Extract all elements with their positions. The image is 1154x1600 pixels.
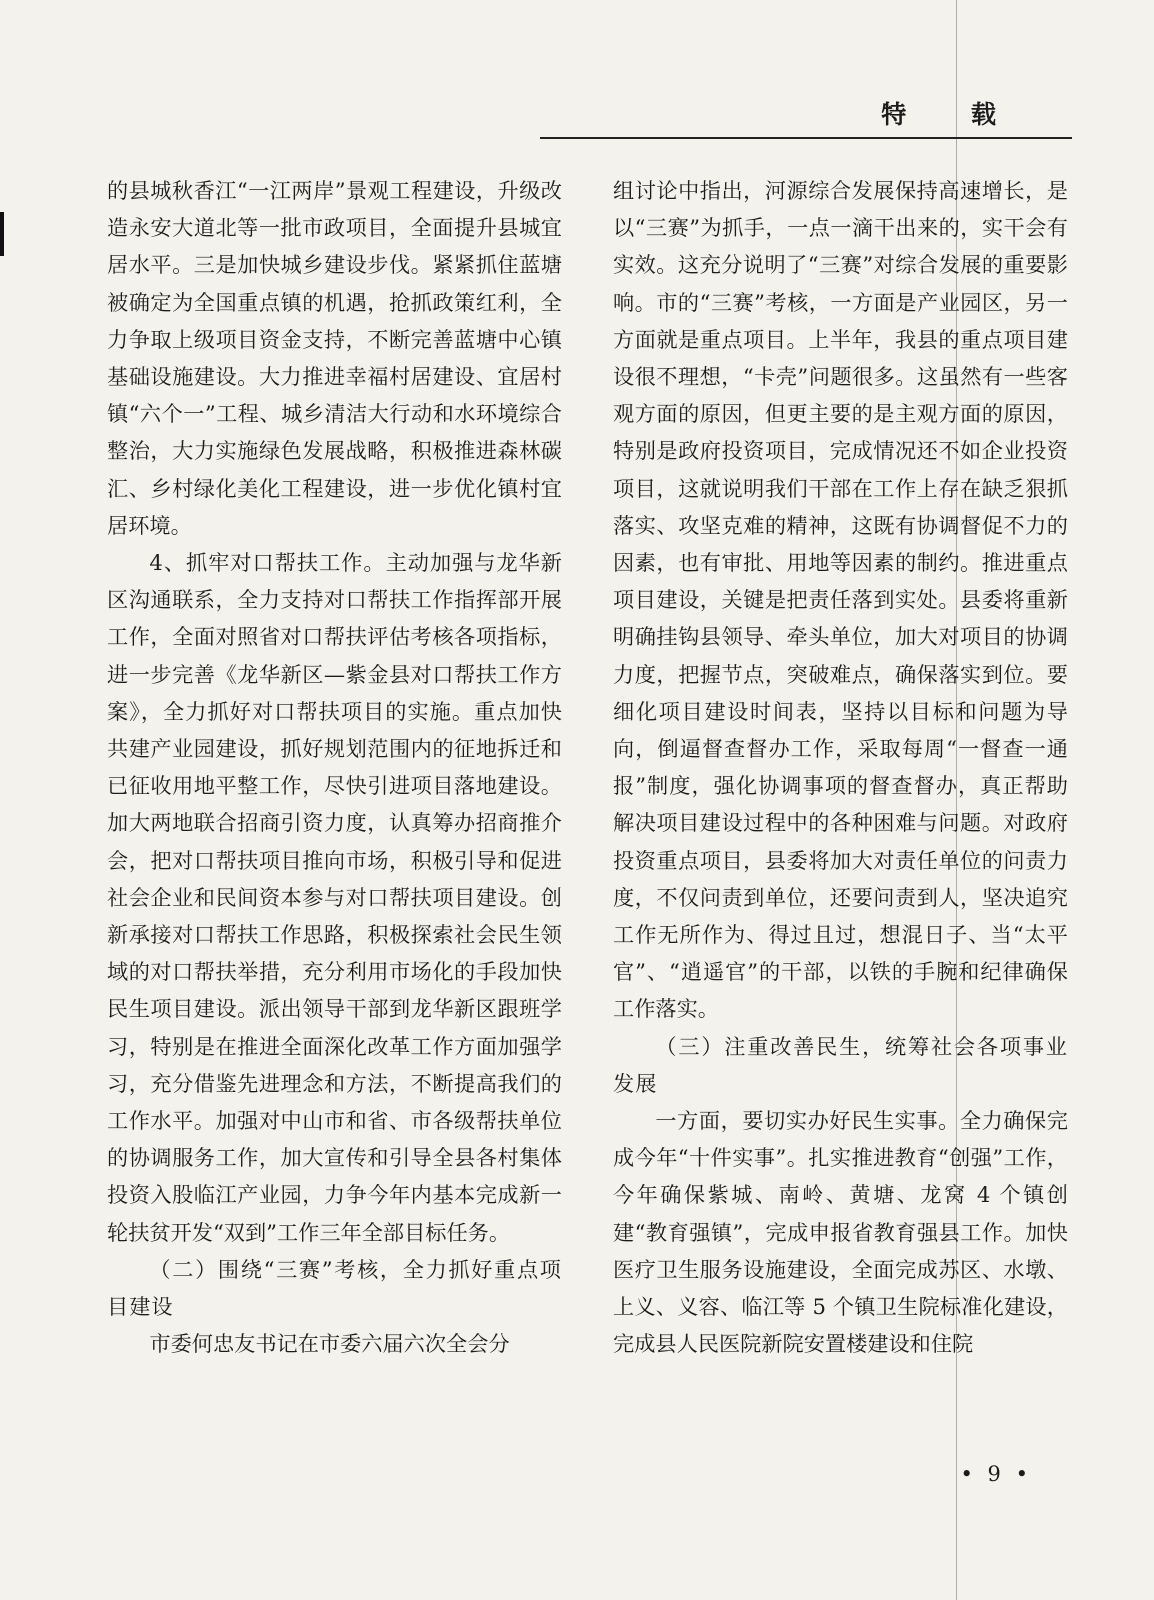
right-subheading: （三）注重改善民生，统筹社会各项事业发展 bbox=[613, 1033, 1068, 1096]
left-subheading: （二）围绕“三赛”考核，全力抓好重点项目建设 bbox=[107, 1256, 562, 1320]
left-column bbox=[107, 172, 562, 1363]
right-paragraph-1: 组讨论中指出，河源综合发展保持高速增长，是以“三赛”为抓手，一点一滴干出来的，实干会有实效。这充分说明了“三赛”对综合发展的重要影响。市的“三赛”考核，一方面是产业园区，另一方面就是重点项目。上半年，我县的重点项目建设很不理想，“卡壳”问题很多。这虽然有一些客观方面的原因，但更主要的是主观方面的原因，特别是政府投资项目，完成情况还不如企业投资项目，这就说明我们干部在工作上存在缺乏狠抓落实、攻坚克难的精神，这既有协调督促不力的因素，也有审批、用地等因素的制约。推进重点项目建设，关键是把责任落到实处。县委将重新明确挂钩县领导、牵头单位，加大对项目的协调力度，把握节点，突破难点，确保落实到位。要细化项目建设时间表，坚持以目标和问题为导向，倒逼督查督办工作，采取每周“一督查一通报”制度，强化协调事项的督查督办，真正帮助解决项目建设过程中的各种困难与问题。对政府投资重点项目，县委将加大对责任单位的问责力度，不仅问责到单位，还要问责到人，坚决追究工作无所作为、得过且过，想混日子、当“太平官”、“逍遥官”的干部，以铁的手腕和纪律确保工作落实。 bbox=[613, 178, 1068, 1022]
page-number: • 9 • bbox=[960, 1462, 1032, 1486]
section-header-title: 特 载 bbox=[881, 100, 1024, 129]
right-paragraph-2: 一方面，要切实办好民生实事。全力确保完成今年“十件实事”。扎实推进教育“创强”工作，今年确保紫城、南岭、黄塘、龙窝 4 个镇创建“教育强镇”，完成申报省教育强县工作。加快医疗卫生服务设施建设，全面完成苏区、水墩、上义、义容、临江等 5 个镇卫生院标准化建设，完成县人民医院新院安置楼建设和住院 bbox=[613, 1108, 1068, 1357]
header-rule bbox=[540, 137, 1072, 139]
left-paragraph-2: 4、抓牢对口帮扶工作。主动加强与龙华新区沟通联系，全力支持对口帮扶工作指挥部开展工作，全面对照省对口帮扶评估考核各项指标，进一步完善《龙华新区—紫金县对口帮扶工作方案》，全力抓好对口帮扶项目的实施。重点加快共建产业园建设，抓好规划范围内的征地拆迁和已征收用地平整工作，尽快引进项目落地建设。加大两地联合招商引资力度，认真筹办招商推介会，把对口帮扶项目推向市场，积极引导和促进社会企业和民间资本参与对口帮扶项目建设。创新承接对口帮扶工作思路，积极探索社会民生领域的对口帮扶举措，充分利用市场化的手段加快民生项目建设。派出领导干部到龙华新区跟班学习，特别是在推进全面深化改革工作方面加强学习，充分借鉴先进理念和方法，不断提高我们的工作水平。加强对中山市和省、市各级帮扶单位的协调服务工作，加大宣传和引导全县各村集体投资入股临江产业园，力争今年内基本完成新一轮扶贫开发“双到”工作三年全部目标任务。 bbox=[107, 550, 562, 1245]
left-paragraph-3: 市委何忠友书记在市委六届六次全会分 bbox=[149, 1331, 510, 1357]
margin-mark bbox=[0, 212, 4, 256]
right-column bbox=[613, 172, 1068, 1363]
left-paragraph-1: 的县城秋香江“一江两岸”景观工程建设，升级改造永安大道北等一批市政项目，全面提升县城宜居水平。三是加快城乡建设步伐。紧紧抓住蓝塘被确定为全国重点镇的机遇，抢抓政策红利，全力争取上级项目资金支持，不断完善蓝塘中心镇基础设施建设。大力推进幸福村居建设、宜居村镇“六个一”工程、城乡清洁大行动和水环境综合整治，大力实施绿色发展战略，积极推进森林碳汇、乡村绿化美化工程建设，进一步优化镇村宜居环境。 bbox=[107, 178, 562, 538]
